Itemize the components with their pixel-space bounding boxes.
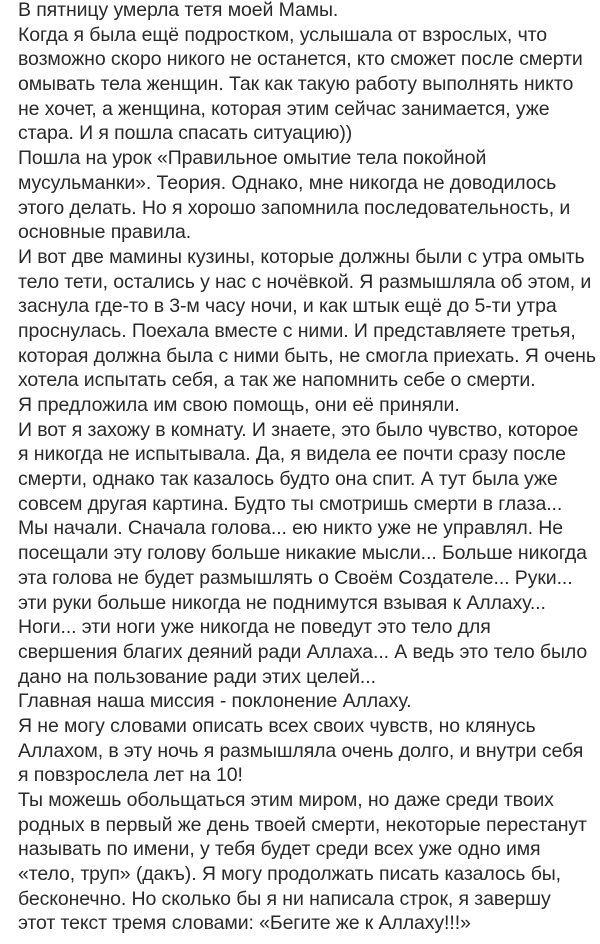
post-line: эта голова не будет размышлять о Своём Создателе... Руки... — [18, 566, 573, 589]
post-line: стара. И я пошла спасать ситуацию)) — [18, 122, 353, 145]
post-line: Когда я была ещё подростком, услышала от взрослых, что — [18, 23, 547, 46]
post-line: Ты можешь обольщаться этим миром, но даже среди твоих — [18, 789, 554, 811]
post-line: совсем другая картина. Будто ты смотришь смерти в глаза... — [18, 492, 563, 515]
post-line: которая должна была с ними быть, не смогла приехать. Я очень — [18, 344, 596, 367]
post-line: этого делать. Но я хорошо запомнила последовательность, и — [18, 196, 571, 219]
post-line: дано на пользование ради этих целей... — [18, 665, 376, 688]
post-line: омывать тела женщин. Так как такую работу выполнять никто — [18, 73, 574, 96]
post-line: хотела испытать себя, а так же напомнить себе о смерти. — [18, 369, 536, 392]
post-line: И вот я захожу в комнату. И знаете, это было чувство, которое — [18, 418, 579, 441]
post-line: свершения благих деяний ради Аллаха... А ведь это тело было — [18, 640, 588, 663]
post-line: возможно скоро никого не останется, кто сможет после смерти — [18, 48, 583, 71]
post-line: я никогда не испытывала. Да, я видела ее почти сразу после — [18, 443, 566, 466]
post-line: проснулась. Поехала вместе с ними. И представляете третья, — [18, 319, 576, 342]
post-line: основные правила. — [18, 221, 192, 244]
post-line: бесконечно. Но сколько бы я ни написала строк, я завершу — [18, 887, 551, 910]
post-line: мусульманки». Теория. Однако, мне никогда не доводилось — [18, 171, 557, 194]
post-line: не хочет, а женщина, которая этим сейчас занимается, уже — [18, 97, 550, 120]
post-line: родных в первый же день твоей смерти, некоторые перестанут — [18, 813, 587, 836]
post-line: Я предложила им свою помощь, они её приняли. — [18, 394, 460, 416]
post-line: посещали эту голову больше никакие мысли... Больше никогда — [18, 542, 587, 565]
post-line: Ноги... эти ноги уже никогда не поведут это тело для — [18, 616, 491, 639]
post-line: И вот две мамины кузины, которые должны были с утра омыть — [18, 245, 585, 268]
post-line: смерти, однако так казалось будто она спит. А тут была уже — [18, 468, 558, 491]
post-line: «тело, труп» (дакъ). Я могу продолжать писать казалось бы, — [18, 863, 561, 886]
post-line: Мы начали. Сначала голова... ею никто уже не управлял. Не — [18, 517, 563, 540]
post-line: я повзрослела лет на 10! — [18, 764, 243, 787]
post-line: В пятницу умерла тетя моей Мамы. — [18, 0, 339, 21]
post-line: Главная наша миссия - поклонение Аллаху. — [18, 690, 412, 713]
post-text — [18, 0, 598, 936]
post-line: тело тети, остались у нас с ночёвкой. Я размышляла об этом, и — [18, 270, 592, 293]
post-line: Пошла на урок «Правильное омытие тела покойной — [18, 147, 487, 170]
post-line: Аллахом, в эту ночь я размышляла очень долго, и внутри себя — [18, 739, 584, 762]
post-line: Я не могу словами описать всех своих чувств, но клянусь — [18, 714, 536, 737]
post-line: называть по имени, у тебя будет среди всех уже одно имя — [18, 838, 541, 861]
post-line: заснула где-то в 3-м часу ночи, и как штык ещё до 5-ти утра — [18, 295, 557, 318]
post-line: эти руки больше никогда не поднимутся взывая к Аллаху... — [18, 591, 546, 614]
post-line: этот текст тремя словами: «Бегите же к Аллаху!!!» — [18, 912, 471, 935]
